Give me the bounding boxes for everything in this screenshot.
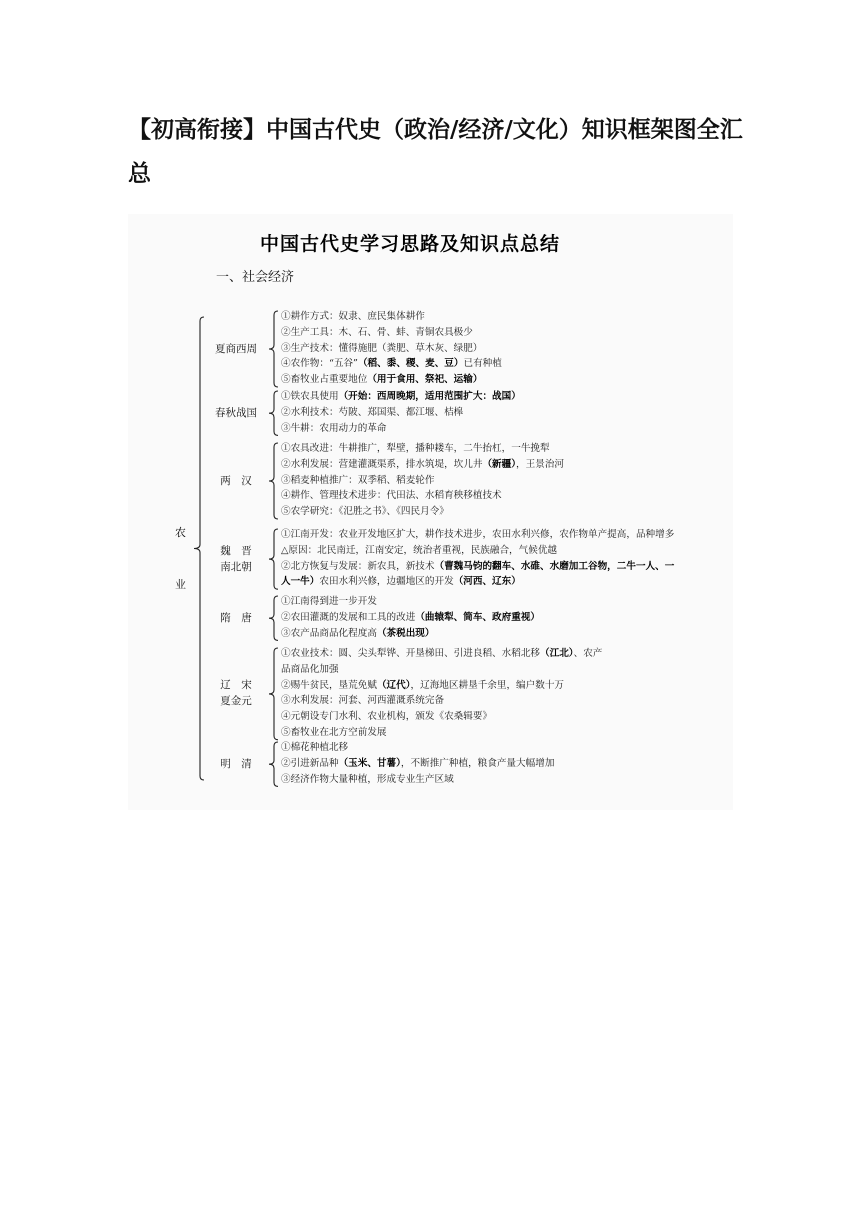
knowledge-item [281, 626, 435, 641]
item-text: ③农产品商品化程度高 [281, 627, 377, 639]
knowledge-item [281, 325, 473, 340]
knowledge-item [281, 709, 492, 724]
item-text: ①铁农具使用 [281, 391, 339, 402]
item-text-emphasis: （稻、黍、稷、麦、豆） [357, 358, 464, 370]
period-brace [269, 742, 278, 786]
item-text: 品商品化加强 [281, 663, 339, 675]
item-text: ③生产技术：懂得施肥（粪肥、草木灰、绿肥） [281, 342, 483, 354]
item-text: ，不断推广种植，粮食产量大幅增加 [400, 757, 555, 769]
knowledge-item [281, 309, 425, 324]
period-label-line: 夏商西周 [215, 342, 257, 355]
period-label [204, 543, 268, 575]
knowledge-item [281, 725, 387, 740]
period-label [204, 756, 268, 772]
item-text-emphasis: （曲辕犁、筒车、政府重视） [415, 611, 541, 623]
period-label [204, 341, 268, 357]
item-text: ，辽海地区耕垦千余里，编户数十万 [410, 679, 565, 691]
item-text: ③经济作物大量种植，形成专业生产区域 [281, 773, 454, 785]
item-text: △原因：北民南迁，江南安定，统治者重视，民族融合，气候优越 [281, 544, 558, 556]
item-text: ②赐牛贫民，垦荒免赋 [281, 679, 377, 691]
period-label [204, 405, 268, 421]
root-brace [194, 317, 204, 780]
item-text-emphasis: （新疆） [482, 458, 517, 470]
knowledge-item [281, 678, 564, 693]
period-brace [269, 648, 278, 740]
item-text: ⑤农学研究：《氾胜之书》、《四民月令》 [281, 506, 449, 518]
knowledge-item [281, 594, 377, 609]
section-heading: 一、社会经济 [216, 270, 295, 285]
item-text: 、农产 [573, 648, 603, 659]
item-text: ③水利发展：河套、河西灌溉系统完备 [281, 695, 445, 707]
item-text: ③稻麦种植推广：双季稻、稻麦轮作 [281, 474, 435, 486]
knowledge-item [281, 756, 554, 771]
item-text: ②生产工具：木、石、骨、蚌、青铜农具极少 [281, 326, 473, 338]
item-text-emphasis: （茶税出现） [376, 627, 435, 639]
period-label-line: 春秋战国 [215, 406, 257, 419]
item-text-emphasis: （河西、辽东） [453, 576, 521, 588]
item-text: ①耕作方式：奴隶、庶民集体耕作 [281, 311, 425, 322]
period-brace [269, 391, 278, 435]
knowledge-item [281, 527, 674, 542]
knowledge-item [281, 504, 449, 519]
item-text: 农田水利兴修，边疆地区的开发 [319, 576, 454, 588]
item-text: ②引进新品种 [281, 757, 339, 769]
item-text: ①农业技术：圆、尖头犁铧、开垦梯田、引进良稻、水稻北移 [281, 648, 541, 659]
period-label-line: 明 清 [220, 757, 252, 770]
knowledge-item [281, 559, 674, 574]
item-text: ④耕作、管理技术进步：代田法、水稻育秧移植技术 [281, 490, 502, 502]
item-text: ②北方恢复与发展：新农具，新技术 [281, 560, 435, 572]
root-label-char-1: 农 [175, 526, 186, 539]
item-text-emphasis: （玉米、甘薯） [338, 757, 401, 769]
item-text-emphasis: 人一牛） [281, 576, 320, 588]
period-brace [269, 311, 278, 387]
item-text: ④元朝设专门水利、农业机构，颁发《农桑辑要》 [281, 711, 493, 723]
item-text: 已有种植 [463, 358, 502, 370]
period-label-line: 隋 唐 [220, 611, 252, 624]
item-text: ③牛耕：农用动力的革命 [281, 422, 387, 434]
knowledge-framework-figure [128, 214, 733, 810]
item-text-emphasis: （江北） [540, 648, 574, 659]
knowledge-item [281, 693, 444, 708]
knowledge-item [281, 574, 521, 589]
item-text: ②水利发展：营建灌溉渠系，排水筑堤，坎儿井 [281, 458, 483, 470]
knowledge-item [281, 543, 557, 558]
period-label [204, 610, 268, 626]
item-text: ①江南开发：农业开发地区扩大，耕作技术进步，农田水利兴修，农作物单产提高，品种增多 [281, 529, 675, 540]
knowledge-item [281, 488, 502, 503]
period-label-line: 夏金元 [220, 695, 252, 708]
item-text-emphasis: （用于食用、祭祀、运输） [367, 374, 483, 386]
item-text: ，王景治河 [516, 458, 565, 470]
item-text: ①农具改进：牛耕推广，犁壁，播种耧车，二牛抬杠，一牛挽犁 [281, 443, 550, 454]
knowledge-item [281, 610, 540, 625]
period-label-line: 辽 宋 [220, 679, 252, 692]
item-text: ⑤畜牧业在北方空前发展 [281, 727, 387, 738]
period-label-line: 南北朝 [220, 560, 252, 573]
period-brace [269, 529, 278, 589]
knowledge-item [281, 646, 602, 661]
item-text: ②水利技术：芍陂、郑国渠、都江堰、桔槔 [281, 406, 464, 418]
item-text: ①棉花种植北移 [281, 742, 349, 753]
knowledge-item [281, 772, 454, 787]
period-brace [269, 443, 278, 519]
knowledge-item [281, 662, 339, 677]
knowledge-item [281, 372, 482, 387]
knowledge-item [281, 356, 502, 371]
item-text-emphasis: （开始：西周晚期，适用范围扩大：战国） [338, 391, 521, 402]
knowledge-item [281, 405, 463, 420]
period-label [204, 473, 268, 489]
knowledge-item [281, 441, 550, 456]
item-text: ④农作物：“五谷” [281, 358, 358, 370]
period-label-line: 两 汉 [220, 474, 252, 487]
root-label-char-2: 业 [175, 578, 186, 591]
figure-title: 中国古代史学习思路及知识点总结 [260, 233, 561, 255]
knowledge-item [281, 421, 387, 436]
item-text: ⑤畜牧业占重要地位 [281, 374, 368, 386]
knowledge-item [281, 473, 435, 488]
item-text: ①江南得到进一步开发 [281, 596, 377, 607]
period-label-line: 魏 晋 [220, 544, 252, 557]
period-brace [269, 596, 278, 640]
knowledge-item [281, 457, 564, 472]
knowledge-item [281, 740, 348, 755]
item-text: ②农田灌溉的发展和工具的改进 [281, 611, 416, 623]
knowledge-item [281, 341, 482, 356]
item-text-emphasis: （辽代） [376, 679, 411, 691]
item-text-emphasis: （曹魏马钧的翻车、水碓、水磨加工谷物，二牛一人、一 [434, 560, 675, 572]
period-label [204, 677, 268, 709]
knowledge-item [281, 389, 521, 404]
document-title: 【初高衔接】中国古代史（政治/经济/文化）知识框架图全汇总 [128, 117, 743, 187]
